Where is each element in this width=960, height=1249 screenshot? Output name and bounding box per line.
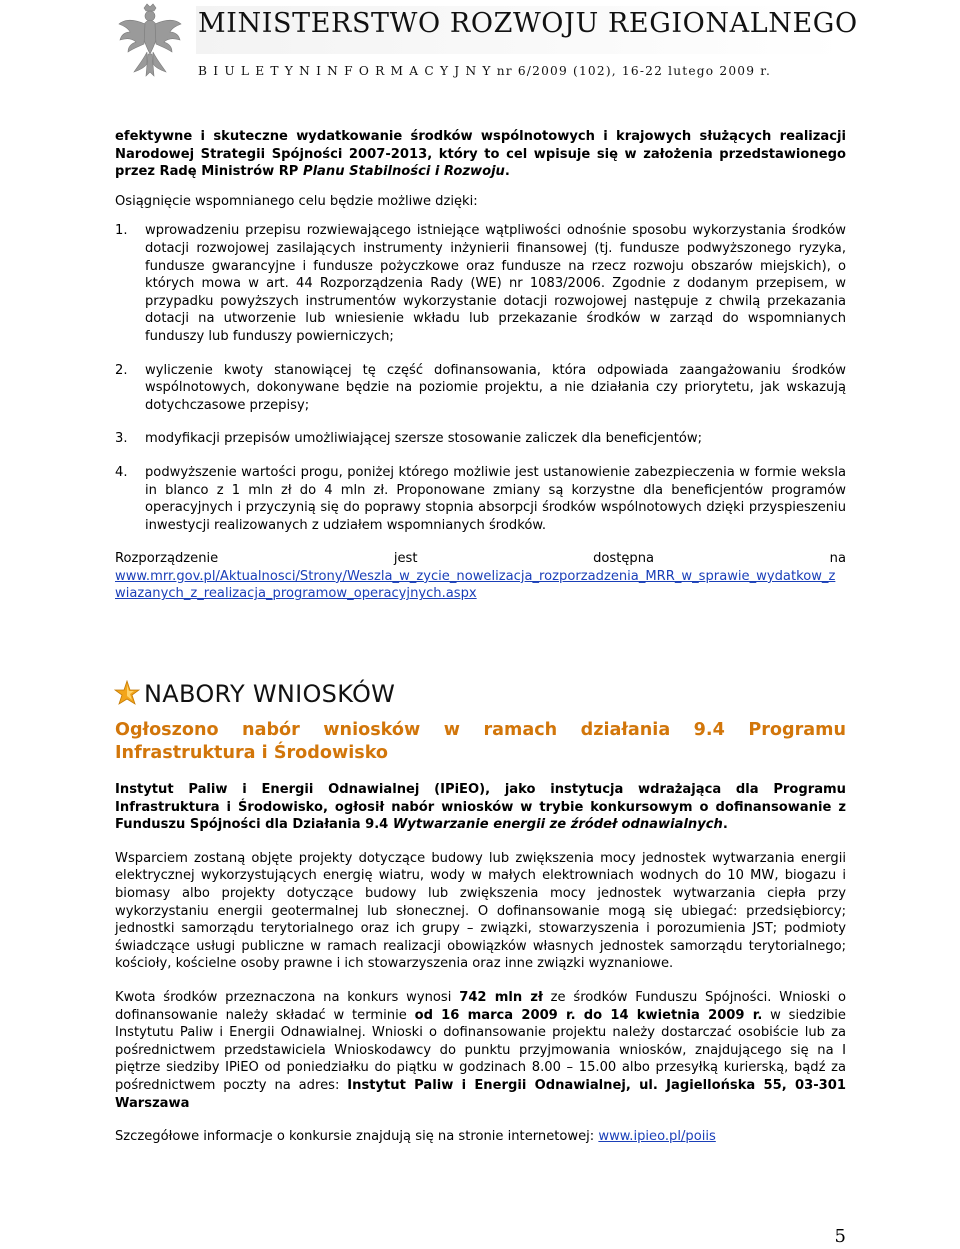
regulation-link[interactable]: www.mrr.gov.pl/Aktualnosci/Strony/Weszla_w_zycie_nowelizacja_rozporzadzenia_MRR_w_sprawie_wydatkow_zwiazanych_z_realizacja_programow_operacyjnych.aspx: [115, 568, 836, 602]
list-item-text: modyfikacji przepisów umożliwiającej szersze stosowanie zaliczek dla beneficjentów;: [145, 431, 703, 447]
lead-bold-text: Instytut Paliw i Energii Odnawialnej (IPiEO), jako instytucja wdrażająca dla Programu Infrastruktura i Środowisko, ogłosił nabór wniosków w trybie konkursowym o dofinansowanie z Funduszu Spójności dla Działania 9.4: [115, 782, 846, 833]
intro-bold-text: efektywne i skuteczne wydatkowanie środków wspólnotowych i krajowych służących realizacji Narodowej Strategii Spójności 2007-2013, który to cel wpisuje się w założenia przedstawionego przez Radę Ministrów RP: [115, 129, 846, 180]
institute-address: Instytut Paliw i Energii Odnawialnej, ul. Jagiellońska 55, 03-301 Warszawa: [115, 1077, 846, 1111]
details-paragraph: [115, 1128, 846, 1146]
submission-dates: od 16 marca 2009 r. do 14 kwietnia 2009 r.: [414, 1007, 763, 1023]
section-title: NABORY WNIOSKÓW: [144, 680, 396, 708]
announcement-heading: Ogłoszono nabór wniosków w ramach działania 9.4 Programu Infrastruktura i Środowisko: [115, 720, 846, 763]
intro-paragraph: [115, 128, 846, 181]
eagle-emblem-icon: [116, 2, 184, 80]
announcement-lead: [115, 781, 846, 834]
ipieo-link[interactable]: www.ipieo.pl/poiis: [598, 1129, 716, 1145]
availability-word-1: Rozporządzenie: [115, 551, 219, 567]
availability-word-2: jest: [393, 551, 418, 567]
list-item: [115, 430, 846, 448]
availability-line: [115, 550, 846, 568]
funds-paragraph: [115, 989, 846, 1112]
details-text: Szczegółowe informacje o konkursie znajdują się na stronie internetowej:: [115, 1129, 599, 1145]
list-item: [115, 222, 846, 345]
lead-dot: .: [722, 817, 728, 833]
page-header: [0, 0, 960, 85]
availability-word-3: dostępna: [593, 551, 655, 567]
star-icon: [114, 680, 140, 706]
list-number: 2.: [115, 362, 128, 378]
ministry-title: MINISTERSTWO ROZWOJU REGIONALNEGO: [198, 8, 858, 39]
page-number: 5: [834, 1226, 846, 1247]
funds-text-b: ze środków Funduszu Spójności. Wnioski o dofinansowanie należy składać w terminie: [115, 989, 846, 1023]
list-item-text: wyliczenie kwoty stanowiącej tę część dofinansowania, która odpowiada zaangażowaniu środków wspólnotowych, dokonywane będzie na poziomie projektu, a nie działania czy priorytetu, jak wskazują dotychczasowe przepisy;: [145, 362, 846, 413]
bulletin-line: B I U L E T Y N I N F O R M A C Y J N Y nr 6/2009 (102), 16-22 lutego 2009 r.: [198, 64, 772, 78]
funds-amount: 742 mln zł: [459, 989, 543, 1005]
list-item-text: wprowadzeniu przepisu rozwiewającego istniejące wątpliwości odnośnie sposobu wykorzystania środków dotacji rozwojowej zasilających instrumenty inżynierii finansowej (tj. fundusze podwyższonego ryzyka, fundusze gwarancyjne i fundusze pożyczkowe oraz fundusze na rzecz rozwoju obszarów miejskich), o których mowa w art. 44 Rozporządzenia Rady (WE) nr 1083/2006. Zgodnie z dodanym przepisem, w przypadku powyższych instrumentów wykorzystanie dotacji rozwojowej następuje z chwilą przekazania dotacji na utworzenie lub wniesienie wkładu lub przekazanie środków w zarząd do wspomnianych funduszy lub funduszy powierniczych;: [145, 223, 846, 344]
plan-name: Planu Stabilności i Rozwoju: [302, 164, 505, 180]
availability-word-4: na: [829, 551, 846, 567]
section-header: [114, 678, 846, 714]
benefits-list: [115, 222, 846, 534]
intro-lead: Osiągnięcie wspomnianego celu będzie możliwe dzięki:: [115, 193, 478, 209]
list-number: 4.: [115, 464, 128, 480]
funds-text-c: w siedzibie Instytutu Paliw i Energii Odnawialnej. Wnioski o dofinansowanie projektu należy dostarczać osobiście lub za pośrednictwem przedstawiciela Wnioskodawcy do punktu przyjmowania wniosków, znajdującego się na I piętrze siedziby IPiEO od poniedziałku do piątku w godzinach 8.00 – 15.00 albo przesyłką kurierską, bądź za pośrednictwem poczty na adres:: [115, 1007, 846, 1093]
intro-dot: .: [504, 164, 510, 180]
announcement-body: [115, 719, 846, 1146]
support-paragraph: Wsparciem zostaną objęte projekty dotyczące budowy lub zwiększenia mocy jednostek wytwarzania energii elektrycznej wykorzystujących energię wiatru, wody w małych elektrowniach wodnych do 10 MW, biogazu i biomasy albo projekty dotyczące budowy lub zwiększenia mocy jednostek wytwarzania ciepła przy wykorzystaniu energii geotermalnej lub słonecznej. O dofinansowanie mogą się ubiegać: przedsiębiorcy; jednostki samorządu terytorialnego oraz ich grupy – związki, stowarzyszenia i porozumienia JST; podmioty świadczące usługi publiczne w ramach realizacji obowiązków własnych jednostek samorządu terytorialnego; kościoły, kościelne osoby prawne i ich stowarzyszenia oraz inne związki wyznaniowe.: [115, 850, 846, 972]
list-number: 1.: [115, 223, 128, 239]
list-number: 3.: [115, 431, 128, 447]
action-name: Wytwarzanie energii ze źródeł odnawialnych: [392, 817, 723, 833]
regulation-link-wrap: [115, 568, 846, 603]
funds-text-a: Kwota środków przeznaczona na konkurs wynosi: [115, 989, 460, 1005]
list-item: [115, 464, 846, 534]
list-item: [115, 362, 846, 415]
list-item-text: podwyższenie wartości progu, poniżej którego możliwie jest ustanowienie zabezpieczenia w formie weksla in blanco z 1 mln zł do 4 mln zł. Proponowane zmiany są korzystne dla beneficjentów programów operacyjnych i przyczynią się do poprawy stopnia absorpcji środków wspólnotowych dzięki przyspieszeniu inwestycji realizowanych z udziałem wspomnianych środków.: [145, 464, 846, 533]
article-body: [115, 128, 846, 603]
